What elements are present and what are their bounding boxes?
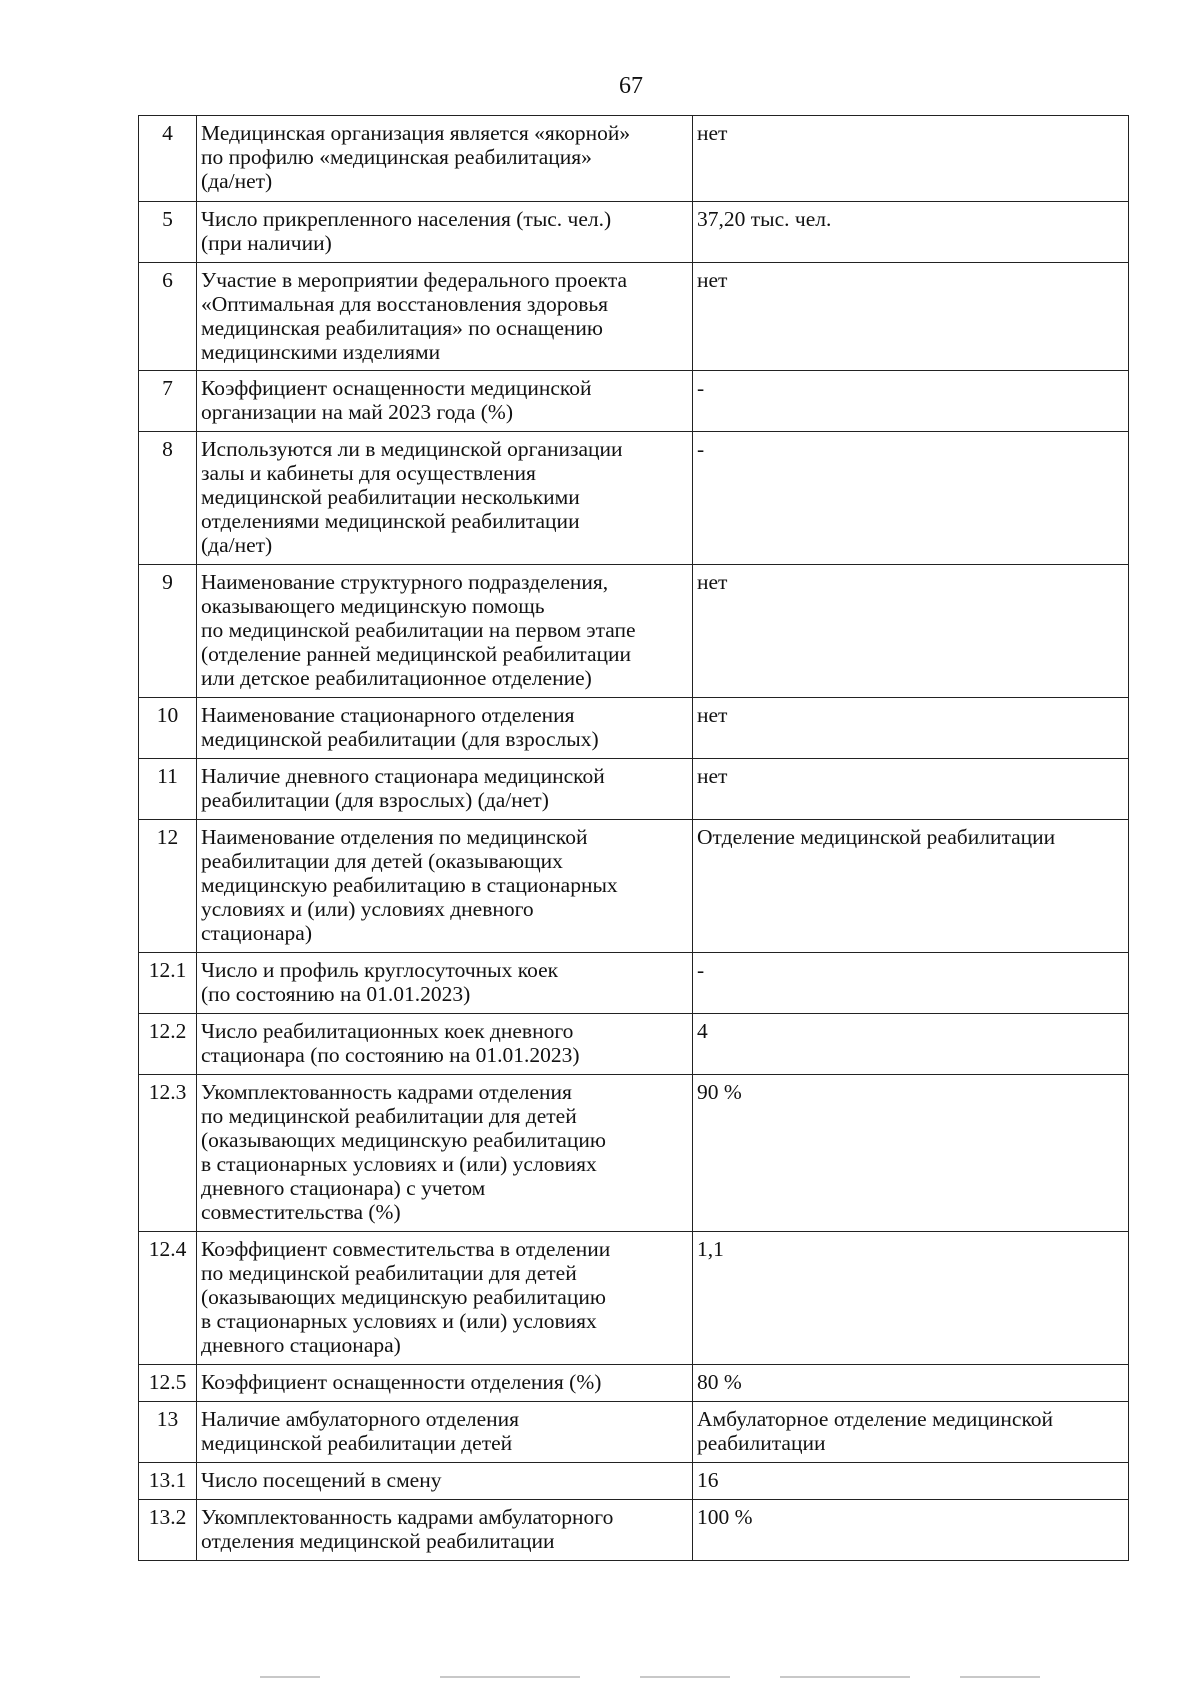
row-value: 100 % — [693, 1500, 1129, 1561]
table-row — [139, 371, 1129, 432]
row-number: 12.3 — [139, 1075, 197, 1232]
scan-mark — [640, 1676, 730, 1678]
row-number: 13.1 — [139, 1463, 197, 1500]
row-value: - — [693, 371, 1129, 432]
row-value: нет — [693, 698, 1129, 759]
table-row — [139, 698, 1129, 759]
data-table — [138, 115, 1129, 1561]
row-value: Амбулаторное отделение медицинской реабилитации — [693, 1402, 1129, 1463]
table-row — [139, 116, 1129, 202]
row-description: Число прикрепленного населения (тыс. чел.) (при наличии) — [197, 202, 693, 263]
table-row — [139, 953, 1129, 1014]
row-description: Коэффициент совместительства в отделении по медицинской реабилитации для детей (оказывающих медицинскую реабилитацию в стационарных условиях и (или) условиях дневного стационара) — [197, 1232, 693, 1365]
row-value: нет — [693, 116, 1129, 202]
row-number: 11 — [139, 759, 197, 820]
row-number: 12 — [139, 820, 197, 953]
table-body — [139, 116, 1129, 1561]
row-description: Наличие дневного стационара медицинской реабилитации (для взрослых) (да/нет) — [197, 759, 693, 820]
table-row — [139, 759, 1129, 820]
row-number: 5 — [139, 202, 197, 263]
table-row — [139, 1402, 1129, 1463]
row-value: нет — [693, 263, 1129, 371]
table-row — [139, 1014, 1129, 1075]
table-row — [139, 1232, 1129, 1365]
row-description: Наличие амбулаторного отделения медицинской реабилитации детей — [197, 1402, 693, 1463]
row-description: Наименование структурного подразделения, оказывающего медицинскую помощь по медицинской реабилитации на первом этапе (отделение ранней медицинской реабилитации или детское реабилитационное отделение) — [197, 565, 693, 698]
row-value: нет — [693, 565, 1129, 698]
row-description: Участие в мероприятии федерального проекта «Оптимальная для восстановления здоровья медицинская реабилитация» по оснащению медицинскими изделиями — [197, 263, 693, 371]
table-row — [139, 820, 1129, 953]
row-description: Число и профиль круглосуточных коек (по состоянию на 01.01.2023) — [197, 953, 693, 1014]
row-description: Укомплектованность кадрами амбулаторного отделения медицинской реабилитации — [197, 1500, 693, 1561]
row-description: Используются ли в медицинской организации залы и кабинеты для осуществления медицинской реабилитации несколькими отделениями медицинской реабилитации (да/нет) — [197, 432, 693, 565]
scan-mark — [440, 1676, 580, 1678]
row-value: 1,1 — [693, 1232, 1129, 1365]
row-value: - — [693, 953, 1129, 1014]
row-number: 10 — [139, 698, 197, 759]
row-description: Медицинская организация является «якорной» по профилю «медицинская реабилитация» (да/нет) — [197, 116, 693, 202]
row-value: 80 % — [693, 1365, 1129, 1402]
row-number: 12.5 — [139, 1365, 197, 1402]
row-description: Наименование отделения по медицинской реабилитации для детей (оказывающих медицинскую реабилитацию в стационарных условиях и (или) условиях дневного стационара) — [197, 820, 693, 953]
scan-mark — [960, 1676, 1040, 1678]
scan-mark — [780, 1676, 910, 1678]
row-description: Коэффициент оснащенности медицинской организации на май 2023 года (%) — [197, 371, 693, 432]
row-number: 4 — [139, 116, 197, 202]
scan-mark — [260, 1676, 320, 1678]
table-row — [139, 1075, 1129, 1232]
table-row — [139, 1500, 1129, 1561]
row-number: 12.1 — [139, 953, 197, 1014]
row-number: 13 — [139, 1402, 197, 1463]
row-number: 12.2 — [139, 1014, 197, 1075]
row-value: 16 — [693, 1463, 1129, 1500]
row-description: Число посещений в смену — [197, 1463, 693, 1500]
row-value: 90 % — [693, 1075, 1129, 1232]
row-description: Число реабилитационных коек дневного стационара (по состоянию на 01.01.2023) — [197, 1014, 693, 1075]
page-number: 67 — [619, 73, 643, 99]
table-row — [139, 432, 1129, 565]
row-description: Наименование стационарного отделения медицинской реабилитации (для взрослых) — [197, 698, 693, 759]
row-value: - — [693, 432, 1129, 565]
row-value: Отделение медицинской реабилитации — [693, 820, 1129, 953]
table-row — [139, 565, 1129, 698]
row-number: 12.4 — [139, 1232, 197, 1365]
row-value: 4 — [693, 1014, 1129, 1075]
table-row — [139, 263, 1129, 371]
table-row — [139, 1463, 1129, 1500]
table-row — [139, 202, 1129, 263]
row-value: 37,20 тыс. чел. — [693, 202, 1129, 263]
row-description: Коэффициент оснащенности отделения (%) — [197, 1365, 693, 1402]
row-number: 6 — [139, 263, 197, 371]
row-number: 8 — [139, 432, 197, 565]
row-number: 9 — [139, 565, 197, 698]
scan-artifact-marks — [260, 1676, 1060, 1679]
row-description: Укомплектованность кадрами отделения по медицинской реабилитации для детей (оказывающих медицинскую реабилитацию в стационарных условиях и (или) условиях дневного стационара) с учетом совместительства (%) — [197, 1075, 693, 1232]
row-value: нет — [693, 759, 1129, 820]
row-number: 13.2 — [139, 1500, 197, 1561]
table-row — [139, 1365, 1129, 1402]
row-number: 7 — [139, 371, 197, 432]
